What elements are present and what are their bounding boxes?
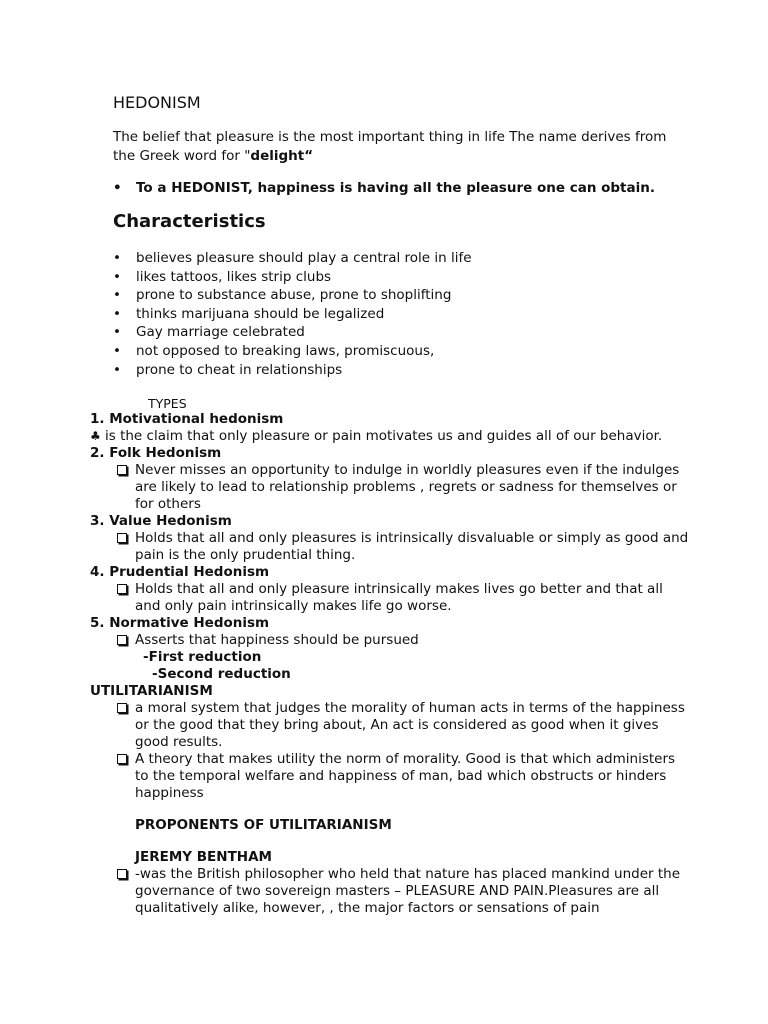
checkbox-bullet-icon	[117, 465, 127, 475]
type4-item: Holds that all and only pleasure intrinsically makes lives go better and that all and only pain intrinsically makes life go worse.	[90, 581, 690, 615]
type2-heading: 2. Folk Hedonism	[90, 445, 222, 461]
checkbox-bullet-icon	[117, 869, 127, 879]
list-item: • not opposed to breaking laws, promiscuous,	[113, 342, 435, 359]
list-item: • thinks marijuana should be legalized	[113, 305, 385, 322]
checkbox-bullet-icon	[117, 584, 127, 594]
club-bullet-icon: ♣	[90, 429, 101, 443]
type3-item: Holds that all and only pleasures is intrinsically disvaluable or simply as good and pain is the only prudential thing.	[90, 530, 690, 564]
type1-text: is the claim that only pleasure or pain motivates us and guides all of our behavior.	[105, 428, 663, 444]
intro-close-quote: “	[304, 148, 314, 164]
page-title: HEDONISM	[113, 93, 201, 112]
characteristics-heading: Characteristics	[113, 211, 266, 232]
spacer	[90, 802, 690, 817]
list-item: • prone to substance abuse, prone to shoplifting	[113, 287, 452, 304]
type1-heading: 1. Motivational hedonism	[90, 411, 284, 427]
list-item: • likes tattoos, likes strip clubs	[113, 268, 332, 285]
utilitarianism-item-2: A theory that makes utility the norm of morality. Good is that which administers to the temporal welfare and happiness of man, bad which obstructs or hinders happiness	[90, 751, 690, 802]
type4-heading: 4. Prudential Hedonism	[90, 564, 270, 580]
utilitarianism-item-1: a moral system that judges the morality of human acts in terms of the happiness or the good that they bring about, An act is considered as good when it gives good results.	[90, 700, 690, 751]
type1-line	[90, 428, 690, 445]
main-bullet-text: To a HEDONIST, happiness is having all the pleasure one can obtain.	[136, 180, 655, 196]
types-section	[90, 411, 690, 917]
list-item: • prone to cheat in relationships	[113, 361, 343, 378]
second-reduction: -Second reduction	[152, 666, 291, 682]
bentham-item: -was the British philosopher who held that nature has placed mankind under the governance of two sovereign masters – PLEASURE AND PAIN.Pleasures are all qualitatively alike, however, , the major factors or sensations of pain	[90, 866, 690, 917]
intro-text: The belief that pleasure is the most important thing in life The name derives from the Greek word for "	[113, 129, 667, 164]
type2-item: Never misses an opportunity to indulge in worldly pleasures even if the indulges are likely to lead to relationship problems , regrets or sadness for themselves or for others	[90, 462, 690, 513]
type5-item: Asserts that happiness should be pursued	[90, 632, 690, 649]
type3-heading: 3. Value Hedonism	[90, 513, 232, 529]
checkbox-bullet-icon	[117, 754, 127, 764]
type5-heading: 5. Normative Hedonism	[90, 615, 270, 631]
list-item: • believes pleasure should play a central role in life	[113, 250, 472, 266]
utilitarianism-heading: UTILITARIANISM	[90, 683, 213, 699]
checkbox-bullet-icon	[117, 703, 127, 713]
types-label: TYPES	[148, 396, 187, 411]
characteristics-list	[113, 249, 472, 379]
proponents-heading: PROPONENTS OF UTILITARIANISM	[135, 817, 392, 833]
intro-paragraph	[113, 128, 673, 166]
bentham-heading: JEREMY BENTHAM	[135, 849, 272, 865]
bullet-glyph: •	[113, 180, 122, 196]
first-reduction: -First reduction	[143, 649, 262, 665]
checkbox-bullet-icon	[117, 533, 127, 543]
checkbox-bullet-icon	[117, 635, 127, 645]
intro-bold-word: delight	[250, 148, 305, 164]
spacer	[90, 834, 690, 849]
list-item: • Gay marriage celebrated	[113, 324, 305, 341]
main-bullet	[113, 180, 655, 196]
